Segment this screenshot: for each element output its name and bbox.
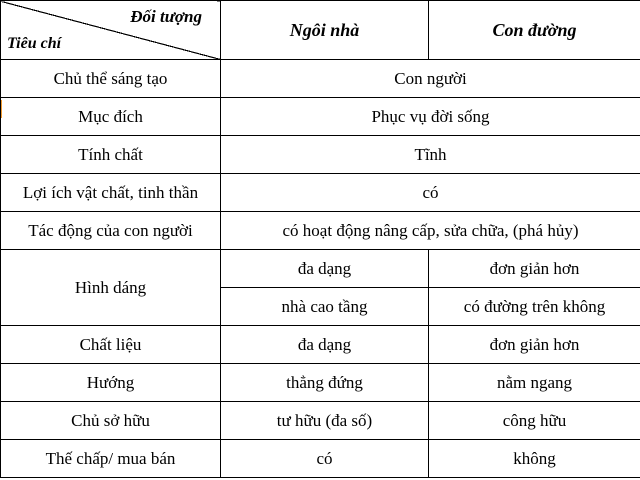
corner-header-cell xyxy=(1,1,221,60)
object-label: Đối tượng xyxy=(130,7,202,26)
criterion-cell: Hình dáng xyxy=(1,250,221,326)
house-value-cell: nhà cao tầng xyxy=(221,288,429,326)
table-row xyxy=(1,136,640,174)
criterion-cell: Tác động của con người xyxy=(1,212,221,250)
table-row xyxy=(1,364,640,402)
table-row xyxy=(1,402,640,440)
table-row xyxy=(1,250,640,288)
house-value-cell: thẳng đứng xyxy=(221,364,429,402)
table-row xyxy=(1,212,640,250)
house-value-cell: đa dạng xyxy=(221,250,429,288)
criterion-cell: Hướng xyxy=(1,364,221,402)
criterion-cell: Thế chấp/ mua bán xyxy=(1,440,221,478)
criterion-cell: Tính chất xyxy=(1,136,221,174)
criterion-cell: Chủ thể sáng tạo xyxy=(1,60,221,98)
house-value-cell: có xyxy=(221,440,429,478)
criterion-cell: Chủ sở hữu xyxy=(1,402,221,440)
house-value-cell: tư hữu (đa số) xyxy=(221,402,429,440)
column-header-house: Ngôi nhà xyxy=(221,1,429,60)
shared-value-cell: có xyxy=(221,174,640,212)
criterion-cell: Lợi ích vật chất, tinh thần xyxy=(1,174,221,212)
road-value-cell: nằm ngang xyxy=(429,364,640,402)
column-header-road: Con đường xyxy=(429,1,640,60)
criteria-label: Tiêu chí xyxy=(7,35,62,52)
table-row xyxy=(1,60,640,98)
road-value-cell: công hữu xyxy=(429,402,640,440)
road-value-cell: đơn giản hơn xyxy=(429,326,640,364)
house-value-cell: đa dạng xyxy=(221,326,429,364)
table-row xyxy=(1,98,640,136)
road-value-cell: có đường trên không xyxy=(429,288,640,326)
shared-value-cell: có hoạt động nâng cấp, sửa chữa, (phá hủy) xyxy=(221,212,640,250)
table-row xyxy=(1,440,640,478)
table-row xyxy=(1,174,640,212)
criterion-cell: Mục đích xyxy=(1,98,221,136)
road-value-cell: không xyxy=(429,440,640,478)
header-row xyxy=(1,1,640,60)
shared-value-cell: Tĩnh xyxy=(221,136,640,174)
road-value-cell: đơn giản hơn xyxy=(429,250,640,288)
criterion-cell: Chất liệu xyxy=(1,326,221,364)
shared-value-cell: Con người xyxy=(221,60,640,98)
table-row xyxy=(1,326,640,364)
shared-value-cell: Phục vụ đời sống xyxy=(221,98,640,136)
